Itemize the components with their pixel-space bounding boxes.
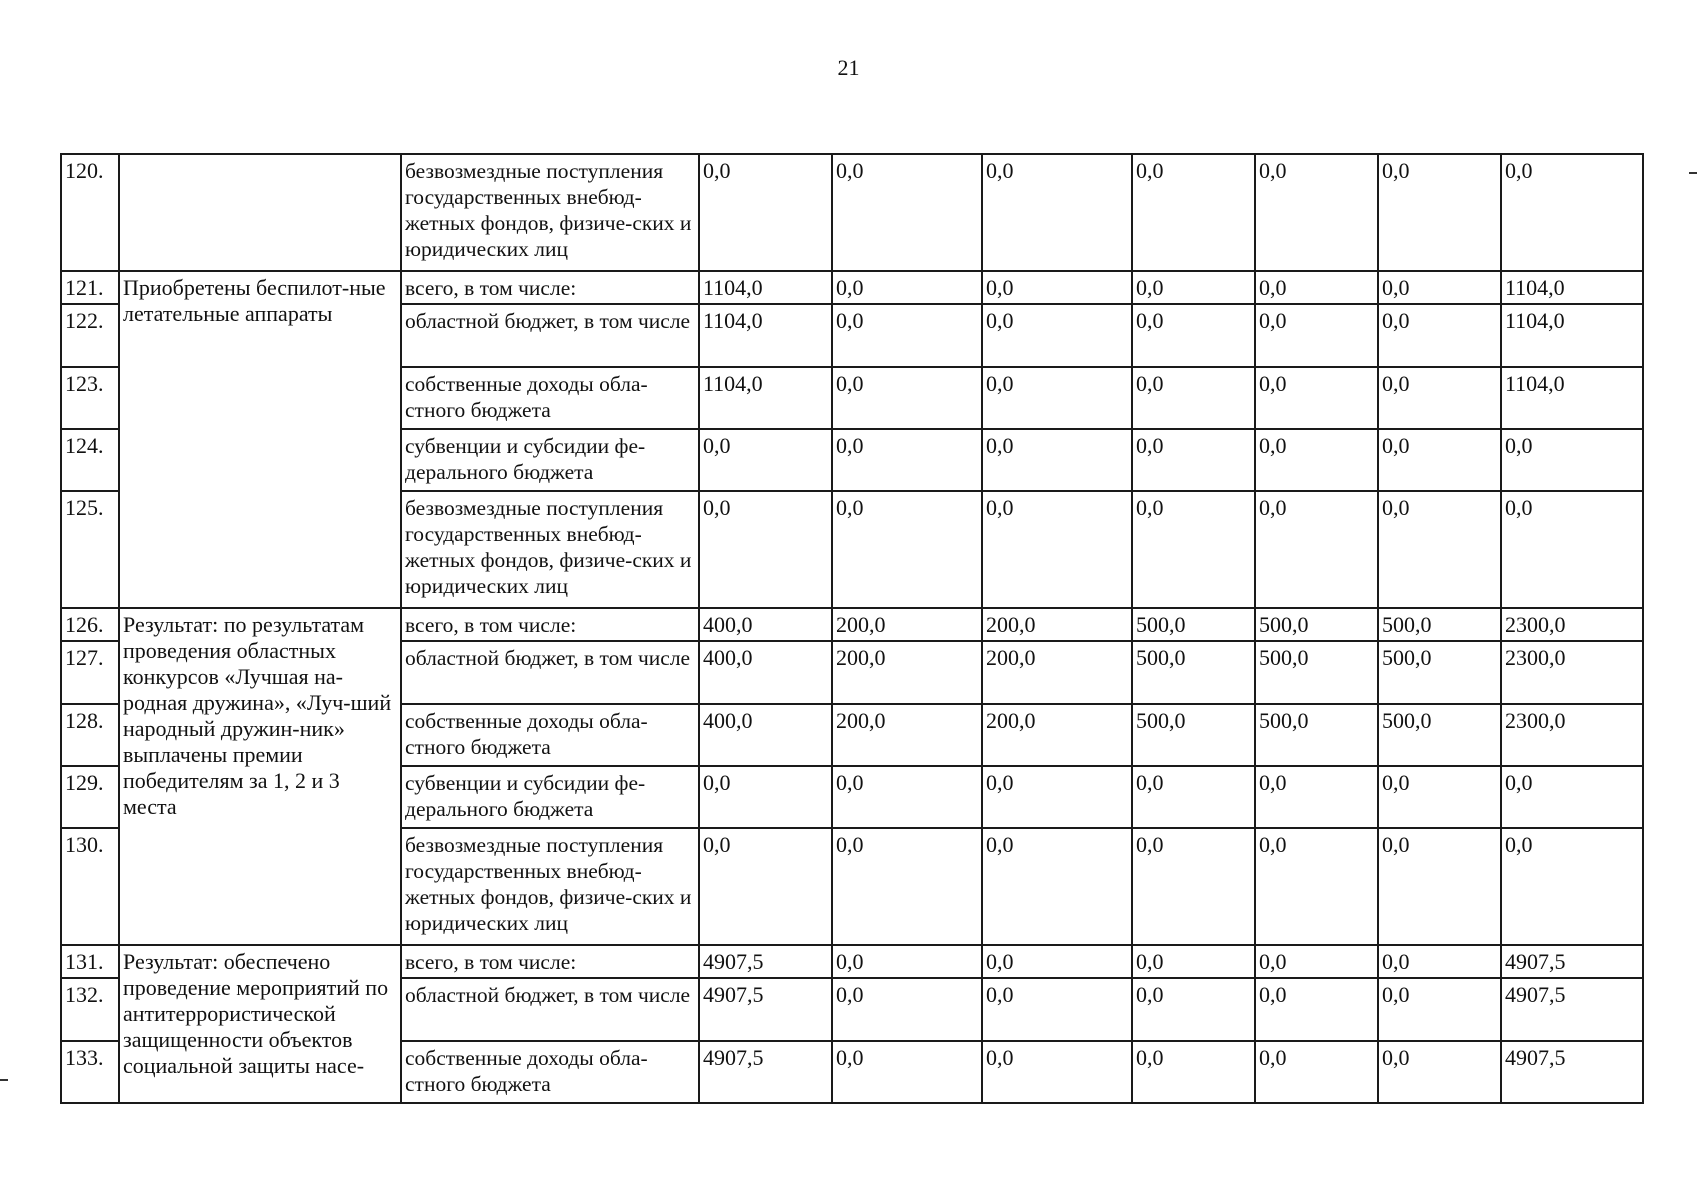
table-row xyxy=(61,945,1643,978)
amount-cell: 2300,0 xyxy=(1501,641,1643,704)
amount-cell: 400,0 xyxy=(699,608,832,641)
amount-cell: 0,0 xyxy=(982,271,1132,304)
funding-source: областной бюджет, в том числе xyxy=(401,641,699,704)
amount-cell: 0,0 xyxy=(832,154,982,271)
page-number: 21 xyxy=(837,55,860,80)
amount-cell: 0,0 xyxy=(699,154,832,271)
amount-cell: 2300,0 xyxy=(1501,704,1643,766)
amount-cell: 500,0 xyxy=(1132,608,1255,641)
amount-cell: 4907,5 xyxy=(699,945,832,978)
amount-cell: 0,0 xyxy=(1378,429,1501,491)
amount-cell: 0,0 xyxy=(1378,766,1501,828)
amount-cell: 0,0 xyxy=(1378,1041,1501,1103)
amount-cell: 0,0 xyxy=(1132,978,1255,1041)
row-number: 129. xyxy=(61,766,119,828)
amount-cell: 200,0 xyxy=(982,608,1132,641)
funding-source: всего, в том числе: xyxy=(401,945,699,978)
amount-cell: 0,0 xyxy=(832,945,982,978)
amount-cell: 0,0 xyxy=(1501,429,1643,491)
amount-cell: 0,0 xyxy=(982,766,1132,828)
funding-source: всего, в том числе: xyxy=(401,271,699,304)
amount-cell: 0,0 xyxy=(982,1041,1132,1103)
amount-cell: 0,0 xyxy=(1132,271,1255,304)
amount-cell: 0,0 xyxy=(1255,429,1378,491)
amount-cell: 0,0 xyxy=(1132,304,1255,367)
row-number: 124. xyxy=(61,429,119,491)
amount-cell: 500,0 xyxy=(1378,704,1501,766)
amount-cell: 200,0 xyxy=(832,704,982,766)
amount-cell: 400,0 xyxy=(699,704,832,766)
amount-cell: 200,0 xyxy=(982,704,1132,766)
amount-cell: 0,0 xyxy=(832,978,982,1041)
amount-cell: 4907,5 xyxy=(1501,1041,1643,1103)
amount-cell: 0,0 xyxy=(982,828,1132,945)
amount-cell: 0,0 xyxy=(982,945,1132,978)
amount-cell: 0,0 xyxy=(1255,1041,1378,1103)
amount-cell: 4907,5 xyxy=(1501,945,1643,978)
amount-cell: 0,0 xyxy=(699,766,832,828)
amount-cell: 0,0 xyxy=(1132,491,1255,608)
amount-cell: 1104,0 xyxy=(699,367,832,429)
amount-cell: 0,0 xyxy=(1501,154,1643,271)
amount-cell: 0,0 xyxy=(982,491,1132,608)
amount-cell: 0,0 xyxy=(982,304,1132,367)
amount-cell: 500,0 xyxy=(1255,704,1378,766)
amount-cell: 0,0 xyxy=(1501,828,1643,945)
amount-cell: 0,0 xyxy=(1255,766,1378,828)
amount-cell: 0,0 xyxy=(1501,766,1643,828)
funding-source: собственные доходы обла-стного бюджета xyxy=(401,1041,699,1103)
amount-cell: 0,0 xyxy=(1378,271,1501,304)
funding-source: всего, в том числе: xyxy=(401,608,699,641)
amount-cell: 0,0 xyxy=(1132,367,1255,429)
funding-source: собственные доходы обла-стного бюджета xyxy=(401,704,699,766)
amount-cell: 0,0 xyxy=(832,491,982,608)
row-number: 131. xyxy=(61,945,119,978)
amount-cell: 0,0 xyxy=(1378,367,1501,429)
amount-cell: 1104,0 xyxy=(699,271,832,304)
amount-cell: 4907,5 xyxy=(1501,978,1643,1041)
amount-cell: 0,0 xyxy=(832,367,982,429)
amount-cell: 200,0 xyxy=(982,641,1132,704)
funding-source: областной бюджет, в том числе xyxy=(401,304,699,367)
amount-cell: 0,0 xyxy=(982,154,1132,271)
amount-cell: 0,0 xyxy=(1378,978,1501,1041)
funding-source: безвозмездные поступления государственных внебюд-жетных фондов, физиче-ских и юридических лиц xyxy=(401,491,699,608)
margin-mark-right xyxy=(1689,172,1697,174)
row-number: 127. xyxy=(61,641,119,704)
amount-cell: 500,0 xyxy=(1255,608,1378,641)
amount-cell: 200,0 xyxy=(832,608,982,641)
amount-cell: 0,0 xyxy=(1378,491,1501,608)
amount-cell: 0,0 xyxy=(1378,828,1501,945)
amount-cell: 0,0 xyxy=(1255,304,1378,367)
amount-cell: 0,0 xyxy=(982,429,1132,491)
amount-cell: 0,0 xyxy=(1255,154,1378,271)
amount-cell: 4907,5 xyxy=(699,1041,832,1103)
margin-mark-left xyxy=(0,1079,8,1081)
table-row xyxy=(61,608,1643,641)
amount-cell: 0,0 xyxy=(832,304,982,367)
amount-cell: 0,0 xyxy=(832,1041,982,1103)
row-number: 123. xyxy=(61,367,119,429)
row-number: 122. xyxy=(61,304,119,367)
amount-cell: 0,0 xyxy=(699,429,832,491)
amount-cell: 0,0 xyxy=(1132,945,1255,978)
amount-cell: 0,0 xyxy=(1255,978,1378,1041)
amount-cell: 1104,0 xyxy=(1501,271,1643,304)
amount-cell: 0,0 xyxy=(1378,304,1501,367)
row-number: 132. xyxy=(61,978,119,1041)
row-number: 133. xyxy=(61,1041,119,1103)
funding-source: субвенции и субсидии фе-дерального бюджета xyxy=(401,766,699,828)
amount-cell: 500,0 xyxy=(1255,641,1378,704)
amount-cell: 0,0 xyxy=(982,367,1132,429)
amount-cell: 500,0 xyxy=(1378,608,1501,641)
amount-cell: 400,0 xyxy=(699,641,832,704)
row-number: 126. xyxy=(61,608,119,641)
result-cell-empty xyxy=(119,154,401,271)
table-row xyxy=(61,154,1643,271)
amount-cell: 0,0 xyxy=(1132,429,1255,491)
amount-cell: 0,0 xyxy=(982,978,1132,1041)
row-number: 130. xyxy=(61,828,119,945)
amount-cell: 4907,5 xyxy=(699,978,832,1041)
funding-source: безвозмездные поступления государственных внебюд-жетных фондов, физиче-ских и юридических лиц xyxy=(401,828,699,945)
row-number: 125. xyxy=(61,491,119,608)
amount-cell: 0,0 xyxy=(1132,1041,1255,1103)
funding-table xyxy=(60,153,1644,1104)
amount-cell: 0,0 xyxy=(832,271,982,304)
amount-cell: 200,0 xyxy=(832,641,982,704)
amount-cell: 500,0 xyxy=(1378,641,1501,704)
funding-source: безвозмездные поступления государственных внебюд-жетных фондов, физиче-ских и юридических лиц xyxy=(401,154,699,271)
table-row xyxy=(61,271,1643,304)
amount-cell: 0,0 xyxy=(699,491,832,608)
amount-cell: 500,0 xyxy=(1132,641,1255,704)
funding-source: субвенции и субсидии фе-дерального бюджета xyxy=(401,429,699,491)
result-description: Приобретены беспилот-ные летательные аппараты xyxy=(119,271,401,608)
row-number: 128. xyxy=(61,704,119,766)
amount-cell: 0,0 xyxy=(1378,154,1501,271)
funding-source: собственные доходы обла-стного бюджета xyxy=(401,367,699,429)
amount-cell: 0,0 xyxy=(1255,367,1378,429)
amount-cell: 0,0 xyxy=(1378,945,1501,978)
amount-cell: 0,0 xyxy=(1132,766,1255,828)
amount-cell: 0,0 xyxy=(1255,491,1378,608)
result-description: Результат: обеспечено проведение мероприятий по антитеррористической защищенности объектов социальной защиты насе- xyxy=(119,945,401,1103)
amount-cell: 0,0 xyxy=(1255,945,1378,978)
amount-cell: 0,0 xyxy=(832,429,982,491)
amount-cell: 1104,0 xyxy=(1501,304,1643,367)
funding-source: областной бюджет, в том числе xyxy=(401,978,699,1041)
row-number: 120. xyxy=(61,154,119,271)
amount-cell: 0,0 xyxy=(1132,154,1255,271)
amount-cell: 2300,0 xyxy=(1501,608,1643,641)
amount-cell: 0,0 xyxy=(1255,271,1378,304)
amount-cell: 500,0 xyxy=(1132,704,1255,766)
amount-cell: 0,0 xyxy=(832,828,982,945)
amount-cell: 1104,0 xyxy=(1501,367,1643,429)
amount-cell: 0,0 xyxy=(699,828,832,945)
row-number: 121. xyxy=(61,271,119,304)
amount-cell: 0,0 xyxy=(1255,828,1378,945)
result-description: Результат: по результатам проведения областных конкурсов «Лучшая на-родная дружина», «Луч-ший народный дружин-ник» выплачены премии победителям за 1, 2 и 3 места xyxy=(119,608,401,945)
amount-cell: 0,0 xyxy=(832,766,982,828)
amount-cell: 0,0 xyxy=(1132,828,1255,945)
amount-cell: 0,0 xyxy=(1501,491,1643,608)
amount-cell: 1104,0 xyxy=(699,304,832,367)
